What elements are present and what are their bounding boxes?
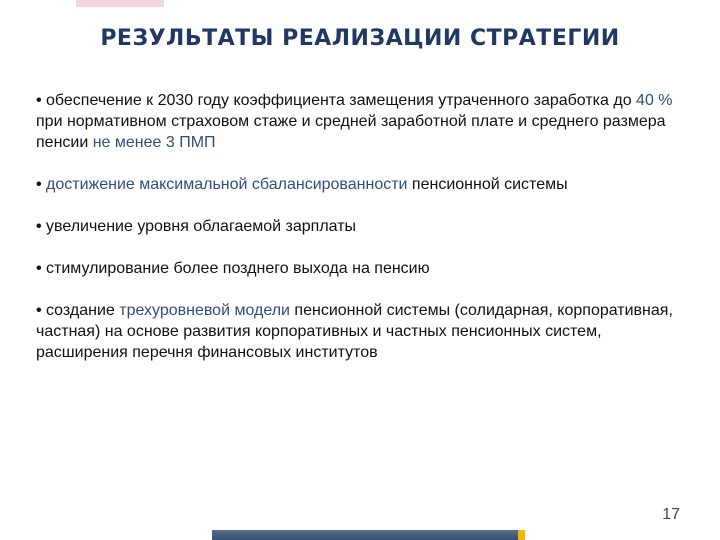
bullet-highlight: 40 %: [636, 92, 673, 109]
bullet-highlight: не менее 3 ПМП: [92, 134, 216, 151]
bullet-item-later-retirement: [36, 258, 676, 279]
bullet-item-taxable-wage: [36, 216, 676, 237]
bullet-text: пенсионной системы: [407, 176, 568, 193]
bullet-highlight: трехуровневой модели: [119, 302, 290, 319]
bullet-text: при нормативном страховом стаже и средней заработной плате и среднего размера пенсии: [36, 113, 666, 151]
bullet-dot-icon: •: [36, 260, 42, 277]
footer-bar: [212, 530, 518, 540]
page-number: 17: [662, 506, 680, 523]
bullet-item-balance: [36, 174, 676, 195]
bullet-highlight: достижение максимальной сбалансированности: [46, 176, 408, 193]
bullet-dot-icon: •: [36, 176, 42, 193]
bullet-text: создание: [46, 302, 120, 319]
bullet-text: обеспечение к 2030 году коэффициента замещения утраченного заработка до: [46, 92, 637, 109]
bullet-text: стимулирование более позднего выхода на пенсию: [46, 260, 430, 277]
bullet-dot-icon: •: [36, 92, 42, 109]
footer-accent-bar: [518, 530, 525, 540]
bullet-text: увеличение уровня облагаемой зарплаты: [46, 218, 357, 235]
bullet-dot-icon: •: [36, 218, 42, 235]
slide-title: РЕЗУЛЬТАТЫ РЕАЛИЗАЦИИ СТРАТЕГИИ: [100, 26, 620, 51]
bullet-list: [36, 90, 676, 384]
top-accent-bar: [76, 0, 164, 7]
bullet-text: пенсионной системы (солидарная, корпоративная, частная) на основе развития корпоративных и частных пенсионных систем, расширения перечня финансовых институтов: [36, 302, 673, 361]
bullet-item-three-tier-model: [36, 300, 676, 363]
bullet-item-replacement-rate: [36, 90, 676, 153]
bullet-dot-icon: •: [36, 302, 42, 319]
